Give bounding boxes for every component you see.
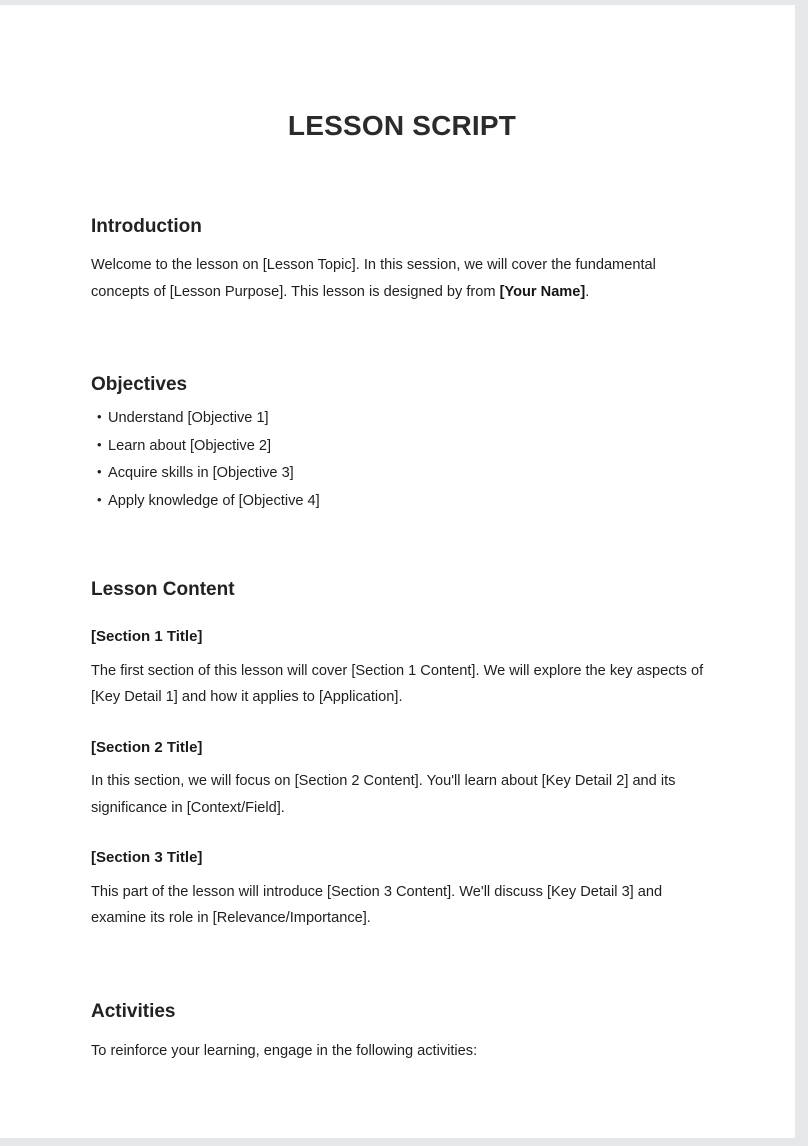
heading-activities: Activities <box>91 1000 176 1022</box>
list-item: • Apply knowledge of [Objective 4] <box>91 494 713 509</box>
section-introduction <box>91 143 713 306</box>
section-activities <box>91 932 713 1064</box>
subsection-3 <box>91 821 713 932</box>
heading-objectives: Objectives <box>91 374 188 396</box>
intro-author-placeholder: [Your Name] <box>499 283 586 300</box>
section-lesson-content <box>91 508 713 931</box>
paragraph-introduction <box>91 239 713 305</box>
subsection-2-body: In this section, we will focus on [Section 2 Content]. You'll learn about [Key Detail 2] and its significance in [Context/Field]. <box>91 773 676 816</box>
page-title: LESSON SCRIPT <box>287 110 517 141</box>
intro-text-lead: Welcome to the lesson on [Lesson Topic]. In this session, we will cover the fundamental concepts of [Lesson Purpose]. This lesson is designed by from <box>91 257 656 300</box>
section-objectives <box>91 305 713 508</box>
subsection-3-title: [Section 3 Title] <box>91 849 203 867</box>
list-item: • Understand [Objective 1] <box>91 411 713 426</box>
subsection-2 <box>91 711 713 822</box>
intro-text-tail: . <box>585 283 590 300</box>
document-content <box>91 5 713 1064</box>
heading-lesson-content: Lesson Content <box>91 579 235 601</box>
heading-introduction: Introduction <box>91 215 202 237</box>
objectives-list <box>91 398 713 508</box>
subsection-1-body: The first section of this lesson will cover [Section 1 Content]. We will explore the key aspects of [Key Detail 1] and how it applies to [Application]. <box>91 662 704 706</box>
document-page <box>0 5 795 1138</box>
subsection-3-body: This part of the lesson will introduce [Section 3 Content]. We'll discuss [Key Detail 3] and examine its role in [Relevance/Importance]. <box>91 883 663 927</box>
subsection-1-title: [Section 1 Title] <box>91 628 203 646</box>
subsection-2-title: [Section 2 Title] <box>91 738 203 756</box>
subsection-1 <box>91 603 713 711</box>
list-item: • Learn about [Objective 2] <box>91 439 713 454</box>
list-item: • Acquire skills in [Objective 3] <box>91 466 713 481</box>
paragraph-activities-intro: To reinforce your learning, engage in the following activities: <box>91 1042 478 1059</box>
